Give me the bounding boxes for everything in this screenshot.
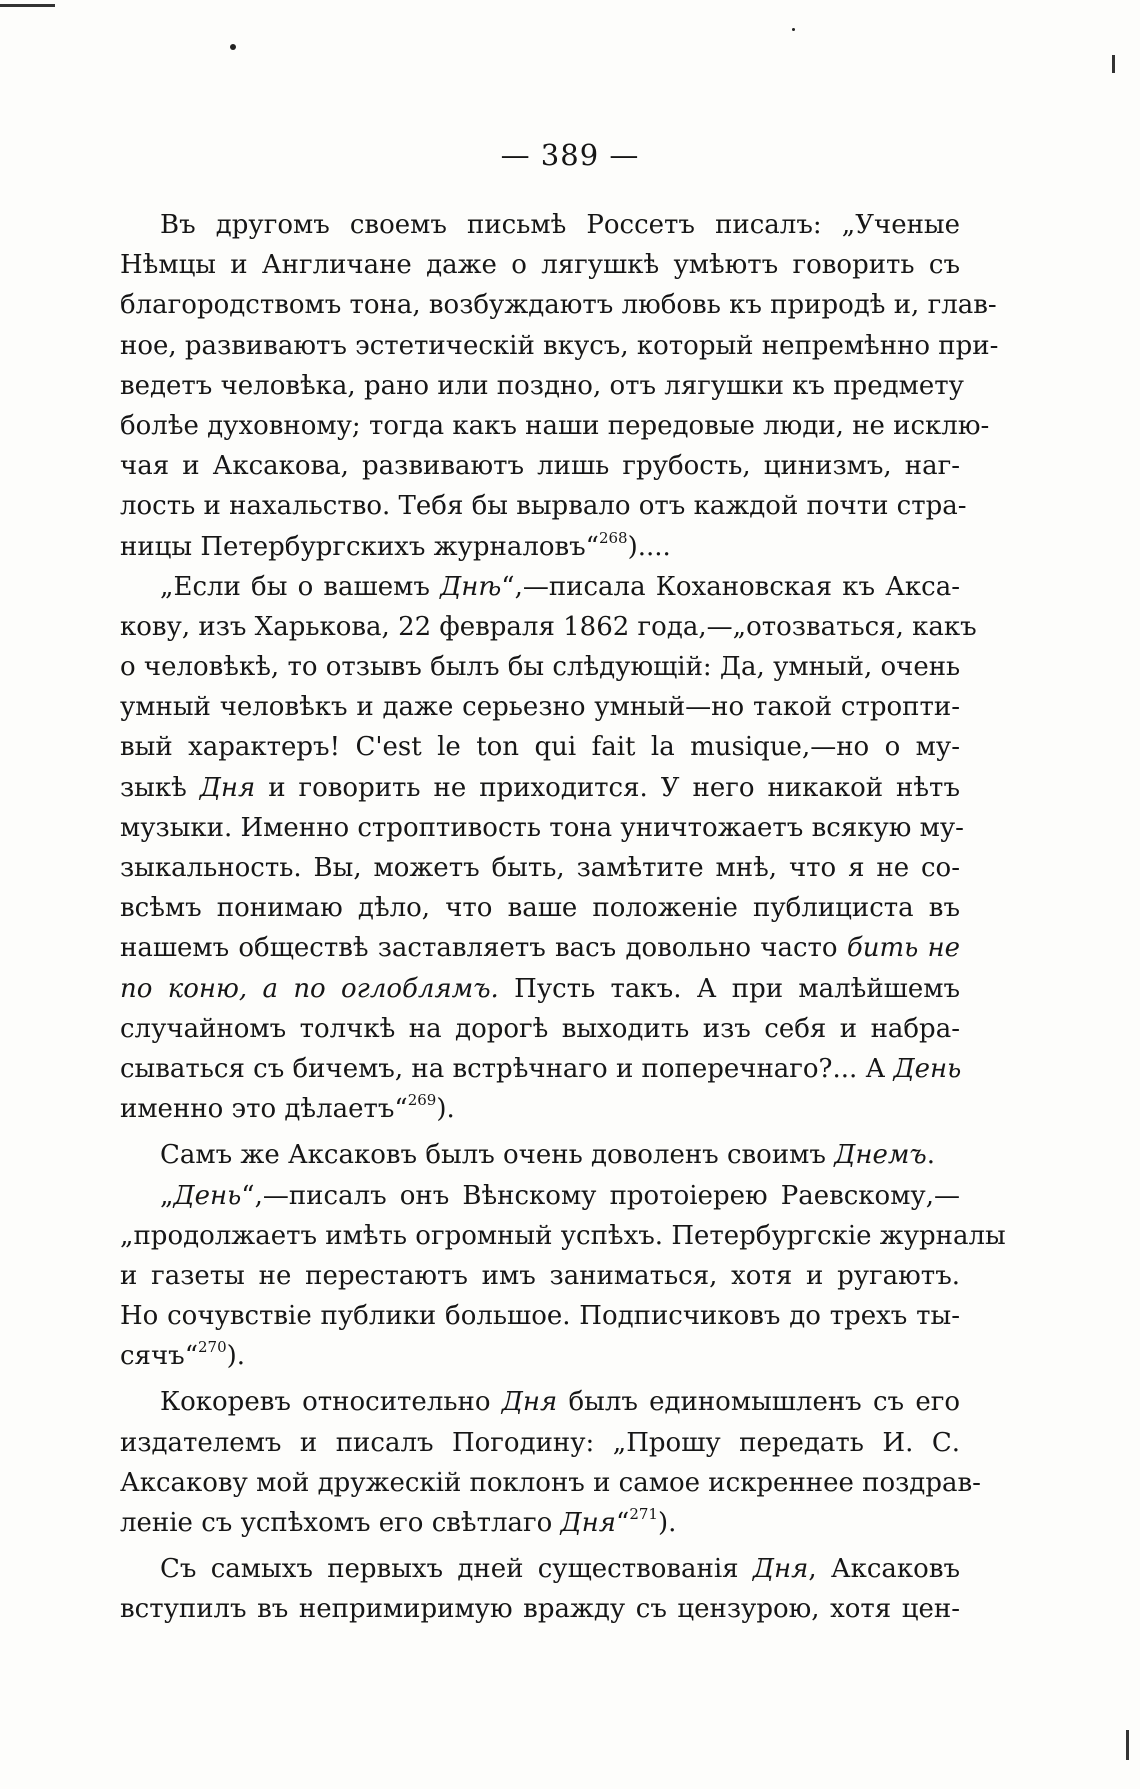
text-line: благородствомъ тона, возбуждаютъ любовь къ природѣ и, глав- [120, 290, 997, 321]
text-line: издателемъ и писалъ Погодину: „Прошу передать И. С. [120, 1427, 960, 1458]
line-tail: ). [436, 1094, 455, 1125]
line-text: “ [616, 1508, 630, 1538]
paragraph-3 [120, 1135, 960, 1175]
italic-title: Дня [199, 772, 256, 803]
line-text: „ [160, 1180, 174, 1211]
text-line [120, 1549, 960, 1589]
text-line: кову, изъ Харькова, 22 февраля 1862 года,—„отозваться, какъ [120, 611, 977, 642]
text-line [120, 969, 960, 1009]
line-text: “,—писалъ онъ Вѣнскому протоіерею Раевскому,— [241, 1180, 960, 1211]
paragraph-5 [120, 1382, 981, 1543]
text-line [120, 1336, 960, 1376]
italic-phrase: по коню, а по оглоблямъ. [120, 973, 499, 1004]
footnote-ref: 268 [598, 528, 628, 547]
line-text: Пусть такъ. А при малѣйшемъ [498, 973, 960, 1004]
scan-edge-mark [0, 4, 55, 7]
text-line: зыкальность. Вы, можетъ быть, замѣтите мнѣ, что я не со- [120, 853, 960, 883]
text-line: о человѣкѣ, то отзывъ былъ бы слѣдующій: Да, умный, очень [120, 652, 961, 683]
line-text: , Аксаковъ [808, 1554, 961, 1585]
text-line: „продолжаетъ имѣть огромный успѣхъ. Петербургскіе журналы [120, 1220, 1006, 1251]
text-line [120, 1049, 960, 1089]
footnote-ref: 271 [629, 1505, 658, 1523]
scan-speck [230, 44, 236, 50]
page-text [120, 205, 1006, 1630]
text-line: вый характеръ! C'est le ton qui fait la musique,—но о му- [120, 732, 960, 763]
text-line [120, 1135, 960, 1175]
line-text: и говорить не приходится. У него никакой нѣтъ [255, 772, 960, 803]
text-line: чая и Аксакова, развиваютъ лишь грубость, цинизмъ, наг- [120, 451, 960, 482]
text-line [120, 768, 960, 808]
paragraph-6 [120, 1549, 960, 1629]
line-text: Кокоревъ относительно [160, 1387, 502, 1418]
text-line: умный человѣкъ и даже серьезно умный—но такой стропти- [120, 692, 960, 723]
paragraph-2 [120, 567, 977, 1130]
text-line: и газеты не перестаютъ имъ заниматься, хотя и ругаютъ. [120, 1260, 960, 1291]
line-tail: ).... [627, 531, 671, 562]
line-text: Самъ же Аксаковъ былъ очень доволенъ своимъ [160, 1140, 835, 1171]
line-text: леніе съ успѣхомъ его свѣтлаго [120, 1508, 561, 1538]
text-line [120, 1503, 960, 1543]
text-line: ведетъ человѣка, рано или поздно, отъ лягушки къ предмету [120, 370, 964, 401]
italic-title: Дня [560, 1508, 617, 1538]
italic-title: Днѣ [440, 571, 502, 602]
text-line: болѣе духовному; тогда какъ наши передовые люди, не исклю- [120, 410, 990, 441]
line-text: . [926, 1140, 936, 1171]
italic-title: Днемъ [834, 1140, 927, 1171]
text-line: Но сочувствіе публики большое. Подписчиковъ до трехъ ты- [120, 1301, 960, 1332]
page-number: — 389 — [500, 138, 640, 172]
line-tail: ). [226, 1341, 246, 1372]
line-text: былъ единомышленъ съ его [557, 1387, 960, 1418]
line-text: именно это дѣлаетъ“ [120, 1094, 408, 1125]
line-text: сячъ“ [120, 1341, 198, 1372]
text-line: вступилъ въ непримиримую вражду съ цензурою, хотя цен- [120, 1594, 960, 1625]
text-line [120, 1382, 960, 1422]
line-text: нашемъ обществѣ заставляетъ васъ довольно часто [120, 933, 847, 964]
footnote-ref: 270 [198, 1338, 227, 1357]
text-line [120, 1089, 960, 1129]
text-line: Нѣмцы и Англичане даже о лягушкѣ умѣютъ говорить съ [120, 250, 960, 281]
text-line: Въ другомъ своемъ письмѣ Россетъ писалъ: „Ученые [160, 210, 960, 240]
scan-speck [792, 28, 795, 31]
line-text: “,—писала Кохановская къ Акса- [501, 571, 960, 602]
scan-edge-mark [1112, 55, 1115, 73]
scan-edge-mark [1126, 1730, 1129, 1760]
text-line: случайномъ толчкѣ на дорогѣ выходить изъ себя и набра- [120, 1013, 960, 1044]
text-line: всѣмъ понимаю дѣло, что ваше положеніе публициста въ [120, 893, 960, 924]
text-line [120, 1176, 960, 1216]
italic-title: Дня [501, 1387, 558, 1418]
line-tail: ). [657, 1508, 677, 1538]
text-line: музыки. Именно строптивость тона уничтожаетъ всякую му- [120, 812, 964, 843]
italic-phrase: бить не [846, 933, 960, 964]
text-line [120, 527, 960, 567]
italic-title: День [173, 1180, 242, 1211]
italic-title: День [893, 1053, 962, 1084]
line-text: „Если бы о вашемъ [160, 571, 441, 602]
line-text: сываться съ бичемъ, на встрѣчнаго и поперечнаго?... А [120, 1053, 894, 1084]
line-text: Съ самыхъ первыхъ дней существованія [160, 1554, 753, 1585]
footnote-ref: 269 [407, 1091, 437, 1110]
line-text: зыкѣ [120, 772, 200, 803]
line-text: ницы Петербургскихъ журналовъ“ [120, 531, 599, 562]
text-line: ное, развиваютъ эстетическій вкусъ, который непремѣнно при- [120, 330, 999, 361]
text-line: лость и нахальство. Тебя бы вырвало отъ каждой почти стра- [120, 491, 967, 522]
paragraph-1 [120, 205, 999, 567]
italic-title: Дня [752, 1554, 809, 1585]
paragraph-4 [120, 1176, 1006, 1377]
text-line [120, 567, 960, 607]
text-line: Аксакову мой дружескій поклонъ и самое искреннее поздрав- [120, 1467, 981, 1498]
text-line [120, 928, 960, 968]
